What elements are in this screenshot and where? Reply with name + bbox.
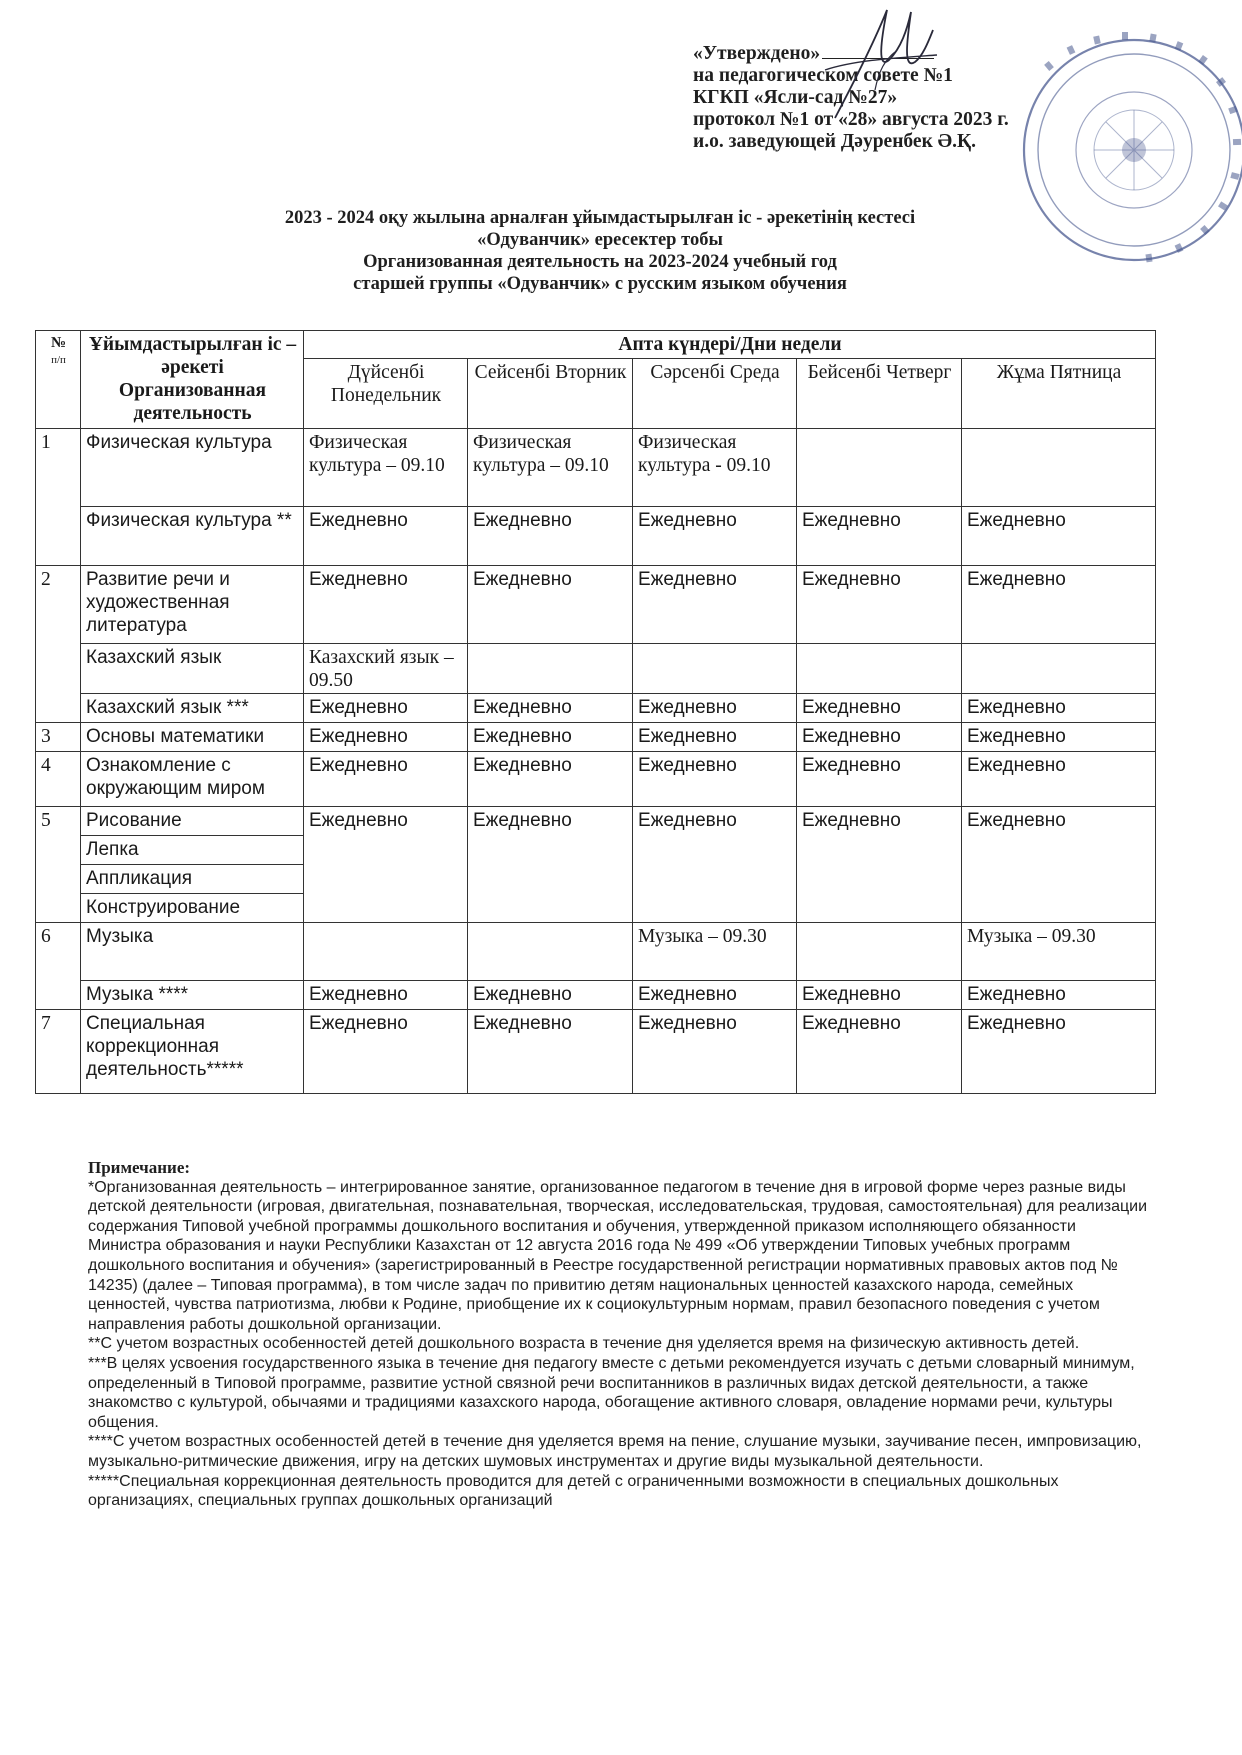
approval-line-2: на педагогическом совете №1 xyxy=(693,65,953,86)
schedule-cell: Ежедневно xyxy=(797,981,962,1010)
activity-name: Рисование xyxy=(81,807,304,836)
approval-line-3: КГКП «Ясли-сад №27» xyxy=(693,87,898,108)
note-5: *****Специальная коррекционная деятельность проводится для детей с ограниченными возможности в специальных дошкольных организациях, специальных группах дошкольных организаций xyxy=(88,1472,1059,1510)
schedule-cell: Ежедневно xyxy=(797,723,962,752)
row-number: 4 xyxy=(36,752,81,807)
schedule-cell: Ежедневно xyxy=(304,1010,468,1094)
schedule-cell: Ежедневно xyxy=(962,1010,1156,1094)
schedule-cell: Ежедневно xyxy=(468,694,633,723)
schedule-cell: Ежедневно xyxy=(633,694,797,723)
approval-line-4: протокол №1 от «28» августа 2023 г. xyxy=(693,109,1009,130)
heading-line-2: «Одуванчик» ересектер тобы xyxy=(477,230,723,250)
schedule-cell: Ежедневно xyxy=(468,807,633,923)
schedule-cell: Музыка – 09.30 xyxy=(962,923,1156,981)
table-row xyxy=(36,566,1156,644)
schedule-table xyxy=(35,330,1156,1094)
schedule-cell: Ежедневно xyxy=(468,981,633,1010)
schedule-cell: Ежедневно xyxy=(633,807,797,923)
activity-header: Ұйымдастырылған іс – әрекеті Организованная деятельность xyxy=(81,331,304,429)
table-row xyxy=(36,723,1156,752)
schedule-cell: Ежедневно xyxy=(304,807,468,923)
activity-name: Ознакомление с окружающим миром xyxy=(81,752,304,807)
activity-name: Физическая культура ** xyxy=(81,507,304,566)
row-number: 7 xyxy=(36,1010,81,1094)
schedule-cell: Ежедневно xyxy=(304,981,468,1010)
signature-mark xyxy=(815,0,945,130)
notes-title: Примечание: xyxy=(88,1158,191,1177)
day-wednesday: Сәрсенбі Среда xyxy=(633,359,797,429)
day-thursday: Бейсенбі Четверг xyxy=(797,359,962,429)
activity-name: Конструирование xyxy=(81,894,304,923)
table-row xyxy=(36,694,1156,723)
table-row xyxy=(36,923,1156,981)
schedule-cell: Ежедневно xyxy=(304,507,468,566)
schedule-cell: Ежедневно xyxy=(304,752,468,807)
days-header: Апта күндері/Дни недели xyxy=(304,331,1156,359)
schedule-cell: Ежедневно xyxy=(468,566,633,644)
schedule-cell: Ежедневно xyxy=(633,981,797,1010)
schedule-cell: Ежедневно xyxy=(962,694,1156,723)
schedule-cell: Ежедневно xyxy=(962,981,1156,1010)
day-tuesday: Сейсенбі Вторник xyxy=(468,359,633,429)
schedule-cell: Ежедневно xyxy=(633,507,797,566)
activity-name: Музыка **** xyxy=(81,981,304,1010)
approval-line-5: и.о. заведующей Дәуренбек Ә.Қ. xyxy=(693,131,976,152)
schedule-cell: Физическая культура – 09.10 xyxy=(468,429,633,507)
note-2: **С учетом возрастных особенностей детей дошкольного возраста в течение дня уделяется время на физическую активность детей. xyxy=(88,1335,1080,1353)
row-number: 6 xyxy=(36,923,81,1010)
schedule-cell xyxy=(797,644,962,694)
schedule-cell: Ежедневно xyxy=(468,723,633,752)
schedule-cell: Ежедневно xyxy=(797,507,962,566)
schedule-cell: Музыка – 09.30 xyxy=(633,923,797,981)
schedule-cell: Ежедневно xyxy=(962,507,1156,566)
schedule-cell: Физическая культура – 09.10 xyxy=(304,429,468,507)
activity-name: Казахский язык xyxy=(81,644,304,694)
schedule-cell: Ежедневно xyxy=(468,752,633,807)
heading-line-3: Организованная деятельность на 2023-2024 учебный год xyxy=(363,252,837,272)
schedule-cell xyxy=(962,429,1156,507)
schedule-cell: Физическая культура - 09.10 xyxy=(633,429,797,507)
schedule-cell: Ежедневно xyxy=(797,566,962,644)
schedule-cell xyxy=(797,923,962,981)
table-row xyxy=(36,507,1156,566)
schedule-cell: Ежедневно xyxy=(304,566,468,644)
schedule-cell: Ежедневно xyxy=(468,1010,633,1094)
day-friday: Жұма Пятница xyxy=(962,359,1156,429)
row-number: 3 xyxy=(36,723,81,752)
activity-name: Лепка xyxy=(81,836,304,865)
schedule-cell xyxy=(468,923,633,981)
schedule-cell: Ежедневно xyxy=(633,566,797,644)
note-1: *Организованная деятельность – интегрированное занятие, организованное педагогом в течение дня в игровой форме через разные виды детской деятельности (игровая, двигательная, познавательная, творческая, исследовательская, трудовая, самостоятельная) для реализации содержания Типовой учебной программы дошкольного воспитания и обучения, утвержденной приказом исполняющего обязанности Министра образования и науки Республики Казахстан от 12 августа 2016 года № 499 «Об утверждении Типовых учебных программ дошкольного воспитания и обучения» (зарегистрированный в Реестре государственной регистрации нормативных правовых актов под № 14235) (далее – Типовая программа), в том числе задач по привитию детям национальных ценностей казахского народа, семейных ценностей, чувства патриотизма, любви к Родине, приобщение их к социокультурным нормам, правил безопасного поведения с учетом направления работы дошкольной организации. xyxy=(88,1178,1148,1333)
schedule-cell: Ежедневно xyxy=(633,752,797,807)
schedule-cell: Ежедневно xyxy=(304,694,468,723)
activity-name: Аппликация xyxy=(81,865,304,894)
table-row xyxy=(36,981,1156,1010)
note-3: ***В целях усвоения государственного языка в течение дня педагогу вместе с детьми рекомендуется изучать с детьми словарный минимум, определенный в Типовой программе, развитие устной связной речи воспитанников в различных видах детской деятельности, а также знакомство с культурой, обычаями и традициями казахского народа, обогащение активного словаря, овладение нормами речи, культуры общения. xyxy=(88,1354,1135,1431)
table-row xyxy=(36,752,1156,807)
document-heading xyxy=(150,207,1050,295)
schedule-cell: Ежедневно xyxy=(962,752,1156,807)
schedule-cell: Ежедневно xyxy=(962,723,1156,752)
schedule-cell: Ежедневно xyxy=(633,1010,797,1094)
row-number: 1 xyxy=(36,429,81,566)
activity-name: Физическая культура xyxy=(81,429,304,507)
activity-name: Развитие речи и художественная литература xyxy=(81,566,304,644)
activity-name: Музыка xyxy=(81,923,304,981)
schedule-cell xyxy=(468,644,633,694)
schedule-cell: Ежедневно xyxy=(962,807,1156,923)
schedule-cell: Казахский язык – 09.50 xyxy=(304,644,468,694)
table-row xyxy=(36,644,1156,694)
schedule-cell: Ежедневно xyxy=(468,507,633,566)
schedule-cell xyxy=(304,923,468,981)
schedule-cell xyxy=(797,429,962,507)
schedule-cell: Ежедневно xyxy=(797,752,962,807)
activity-name: Специальная коррекционная деятельность***** xyxy=(81,1010,304,1094)
table-row xyxy=(36,1010,1156,1094)
schedule-cell: Ежедневно xyxy=(633,723,797,752)
schedule-cell: Ежедневно xyxy=(797,1010,962,1094)
schedule-cell xyxy=(633,644,797,694)
schedule-cell: Ежедневно xyxy=(962,566,1156,644)
table-row xyxy=(36,429,1156,507)
schedule-cell: Ежедневно xyxy=(304,723,468,752)
row-number: 2 xyxy=(36,566,81,723)
heading-line-4: старшей группы «Одуванчик» с русским языком обучения xyxy=(353,274,847,294)
note-4: ****С учетом возрастных особенностей детей в течение дня уделяется время на пение, слушание музыки, заучивание песен, импровизацию, музыкально-ритмические движения, игру на детских шумовых инструментах и другие виды музыкальной деятельности. xyxy=(88,1433,1142,1470)
activity-name: Казахский язык *** xyxy=(81,694,304,723)
activity-name: Основы математики xyxy=(81,723,304,752)
schedule-cell: Ежедневно xyxy=(797,694,962,723)
schedule-cell xyxy=(962,644,1156,694)
notes-section xyxy=(88,1158,1148,1511)
day-monday: Дүйсенбі Понедельник xyxy=(304,359,468,429)
table-row xyxy=(36,807,1156,836)
row-number: 5 xyxy=(36,807,81,923)
num-header: № п/п xyxy=(36,331,81,429)
schedule-cell: Ежедневно xyxy=(797,807,962,923)
approval-line-1: «Утверждено» xyxy=(693,40,1093,65)
heading-line-1: 2023 - 2024 оқу жылына арналған ұйымдастырылған іс - әрекетінің кестесі xyxy=(284,208,916,228)
num-subheader: п/п xyxy=(51,354,66,366)
table-header-row xyxy=(36,331,1156,359)
